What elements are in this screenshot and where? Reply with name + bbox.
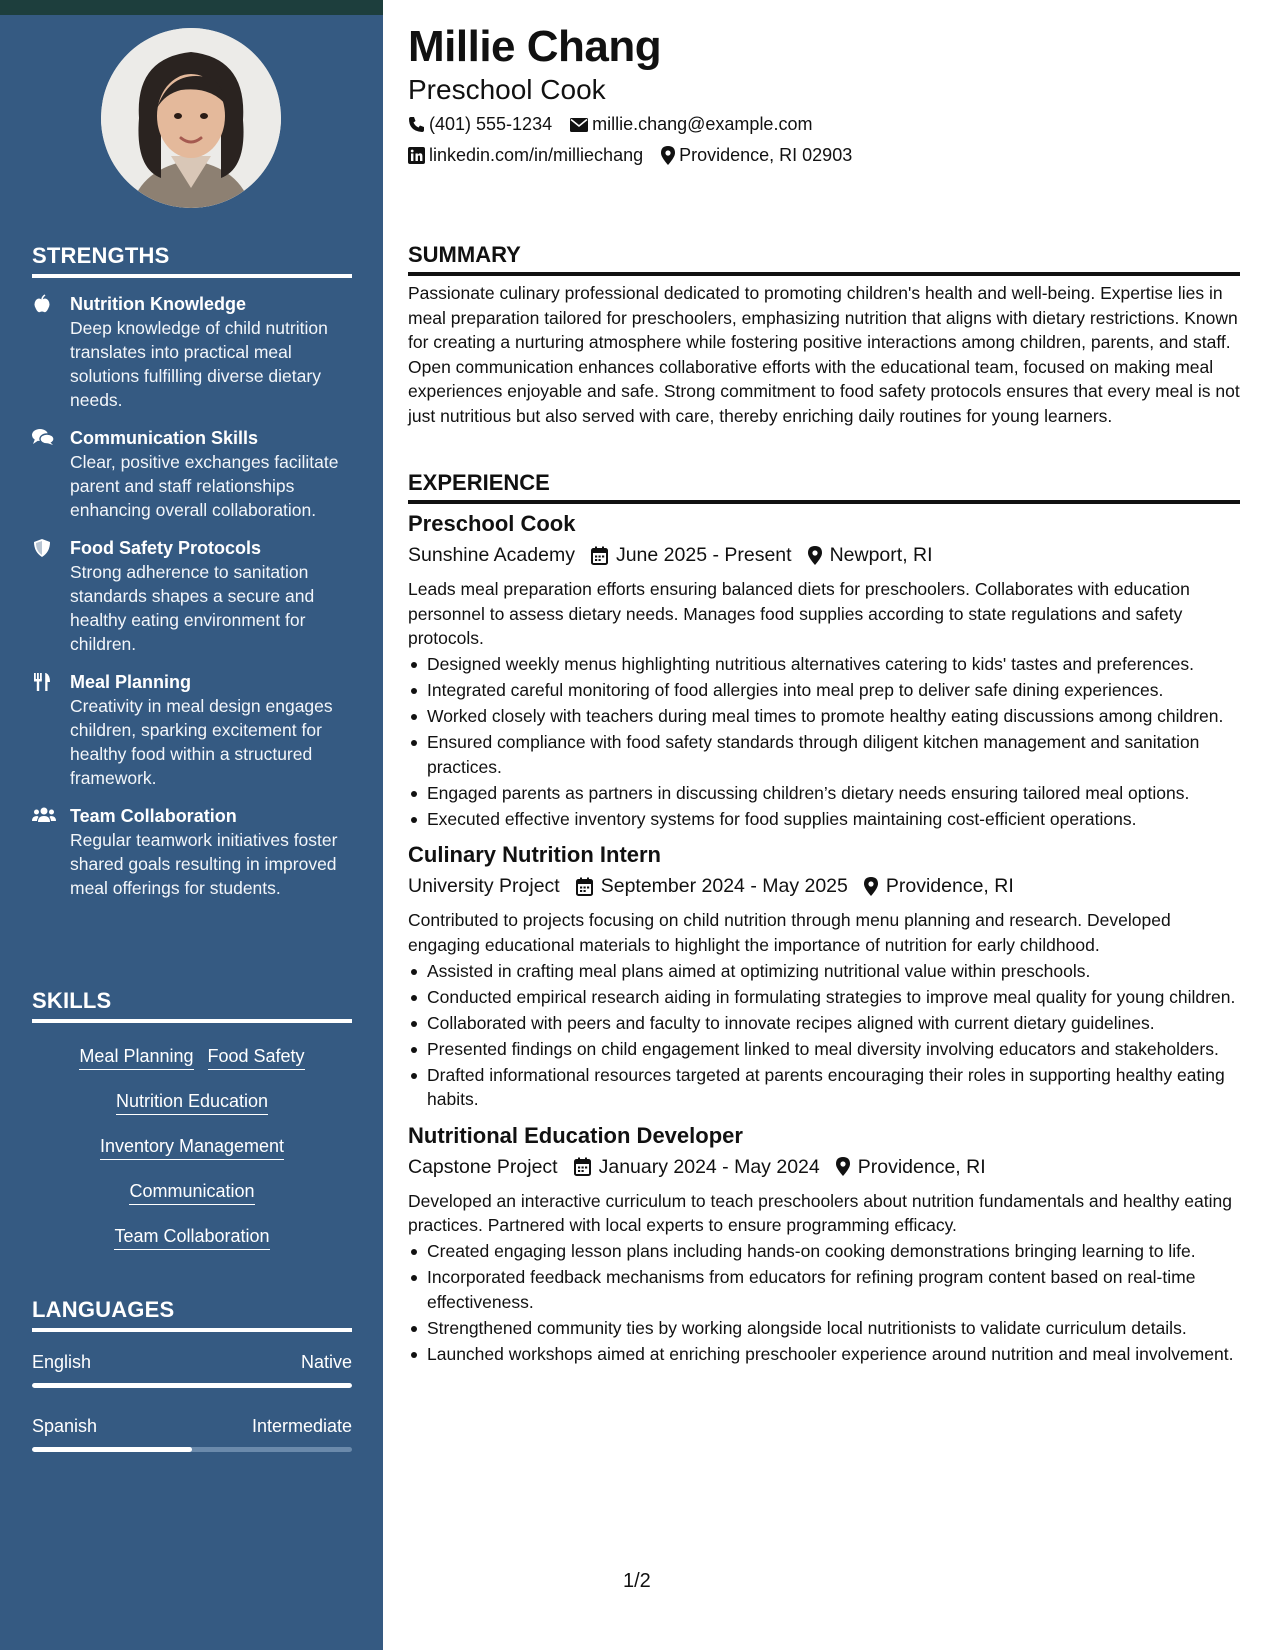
map-marker-icon [836, 1157, 850, 1176]
list-item: Created engaging lesson plans including hands-on cooking demonstrations bringing learning to life. [408, 1239, 1240, 1264]
job-meta [408, 873, 1240, 899]
strengths-section [32, 243, 352, 900]
strength-title: Food Safety Protocols [70, 538, 262, 558]
list-item: Assisted in crafting meal plans aimed at optimizing nutritional value within preschools. [408, 959, 1240, 984]
job-org: Capstone Project [408, 1155, 558, 1178]
calendar-icon [591, 546, 608, 565]
skill-tag: Meal Planning [79, 1044, 193, 1070]
language-proficiency-fill [32, 1447, 192, 1452]
users-icon [32, 806, 54, 826]
language-name: Spanish [32, 1416, 98, 1436]
list-item: Ensured compliance with food safety standards through diligent kitchen management and sanitation practices. [408, 730, 1240, 779]
strength-title: Nutrition Knowledge [70, 294, 246, 314]
map-marker-icon [808, 546, 822, 565]
list-item: Executed effective inventory systems for food supplies maintaining cost-efficient operations. [408, 807, 1240, 832]
location-contact [661, 145, 852, 166]
job-meta [408, 542, 1240, 568]
list-item: Incorporated feedback mechanisms from educators for refining program content based on real-time effectiveness. [408, 1265, 1240, 1314]
phone-contact[interactable] [408, 114, 552, 135]
job-entry [408, 841, 1240, 1112]
apple-icon [32, 294, 54, 314]
job-org: Sunshine Academy [408, 544, 575, 566]
calendar-icon [574, 1157, 591, 1176]
linkedin-contact[interactable] [408, 145, 643, 166]
list-item: Collaborated with peers and faculty to innovate recipes aligned with current dietary guidelines. [408, 1011, 1240, 1036]
language-level: Intermediate [251, 1416, 352, 1436]
job-entry [408, 1122, 1240, 1367]
language-level: Native [300, 1352, 352, 1372]
strength-title: Team Collaboration [70, 806, 237, 826]
utensils-icon [32, 672, 54, 692]
envelope-icon [570, 118, 588, 132]
job-description: Contributed to projects focusing on child nutrition through menu planning and research. Developed engaging educational materials to highlight the importance of nutrition for early childhood. [408, 910, 1171, 955]
phone-text: (401) 555-1234 [429, 114, 553, 134]
languages-heading: LANGUAGES [32, 1297, 352, 1332]
location-text: Providence, RI 02903 [679, 145, 853, 165]
comments-icon [32, 428, 54, 448]
list-item: Integrated careful monitoring of food allergies into meal prep to deliver safe dining experiences. [408, 678, 1240, 703]
skill-tag: Team Collaboration [114, 1224, 269, 1250]
job-description: Developed an interactive curriculum to teach preschoolers about nutrition fundamentals and healthy eating practices. Partnered with local experts to ensure programming efficacy. [408, 1190, 1232, 1235]
skills-heading: SKILLS [32, 988, 352, 1023]
shield-icon [32, 538, 54, 558]
contact-row [408, 145, 870, 166]
strength-title: Communication Skills [70, 428, 259, 448]
strength-item [32, 536, 352, 656]
skill-tag: Communication [129, 1179, 254, 1205]
strength-desc: Strong adherence to sanitation standards shapes a secure and healthy eating environment for children. [70, 562, 315, 654]
job-location: Providence, RI [885, 875, 1014, 897]
map-marker-icon [661, 146, 675, 165]
linkedin-icon [408, 147, 425, 164]
strength-item [32, 426, 352, 522]
job-title: Culinary Nutrition Intern [408, 842, 661, 867]
experience-heading: EXPERIENCE [408, 470, 1240, 504]
summary-heading: SUMMARY [408, 242, 1240, 276]
summary-text: Passionate culinary professional dedicated to promoting children's health and well-being. Expertise lies in meal preparation tailored for preschoolers, emphasizing nutrition that aligns with dietary restrictions. Known for creating a nurturing atmosphere while fostering positive interactions among children, parents, and staff. Open communication enhances collaborative efforts with the educational team, focused on making meal experiences enjoyable and safe. Strong commitment to food safety protocols ensures that every meal is not just nutritious but also served with care, thereby enriching daily routines for young learners. [408, 283, 1240, 426]
strength-desc: Clear, positive exchanges facilitate parent and staff relationships enhancing overall collaboration. [70, 452, 339, 520]
job-location: Providence, RI [857, 1155, 986, 1178]
strength-title: Meal Planning [70, 672, 192, 692]
job-bullets [408, 652, 1240, 831]
email-text: millie.chang@example.com [592, 114, 813, 134]
job-title: Nutritional Education Developer [408, 1122, 743, 1148]
job-dates: January 2024 - May 2024 [598, 1155, 820, 1178]
email-contact[interactable] [570, 114, 812, 135]
languages-section [32, 1297, 352, 1452]
strength-desc: Regular teamwork initiatives foster shared goals resulting in improved meal offerings for students. [70, 830, 338, 898]
language-name: English [32, 1352, 92, 1372]
map-marker-icon [864, 877, 878, 896]
job-dates: June 2025 - Present [615, 544, 792, 566]
strength-item [32, 804, 352, 900]
job-bullets [408, 959, 1240, 1112]
skill-tag: Inventory Management [100, 1134, 284, 1160]
skills-section [32, 988, 352, 1260]
list-item: Drafted informational resources targeted at parents encouraging their roles in supporting healthy eating habits. [408, 1063, 1240, 1112]
job-bullets [408, 1239, 1240, 1366]
job-org: University Project [408, 875, 560, 897]
sidebar-top-band [0, 0, 383, 15]
language-proficiency-fill [32, 1383, 352, 1388]
language-proficiency-bar [32, 1383, 352, 1388]
skills-list [32, 1023, 352, 1260]
list-item: Worked closely with teachers during meal times to promote healthy eating discussions among children. [408, 704, 1240, 729]
experience-list [408, 504, 1240, 1366]
list-item: Presented findings on child engagement linked to meal diversity involving educators and stakeholders. [408, 1037, 1240, 1062]
language-proficiency-bar [32, 1447, 352, 1452]
job-dates: September 2024 - May 2025 [600, 875, 848, 897]
job-entry [408, 510, 1240, 831]
strength-desc: Creativity in meal design engages children, sparking excitement for healthy food within a structured framework. [70, 696, 333, 788]
job-location: Newport, RI [829, 544, 933, 566]
strength-item [32, 292, 352, 412]
page-number: 1/2 [623, 1570, 651, 1592]
contact-row [408, 114, 830, 135]
list-item: Designed weekly menus highlighting nutritious alternatives catering to kids' tastes and preferences. [408, 652, 1240, 677]
calendar-icon [576, 877, 593, 896]
list-item: Conducted empirical research aiding in formulating strategies to improve meal quality for young children. [408, 985, 1240, 1010]
language-item [32, 1416, 352, 1452]
job-description: Leads meal preparation efforts ensuring balanced diets for preschoolers. Collaborates with education personnel to assess dietary needs. Manages food supplies according to state regulations and safety protocols. [408, 579, 1190, 648]
phone-icon [408, 116, 425, 133]
candidate-name: Millie Chang [408, 22, 662, 71]
linkedin-text: linkedin.com/in/milliechang [429, 145, 644, 165]
strengths-heading: STRENGTHS [32, 243, 352, 278]
strength-desc: Deep knowledge of child nutrition translates into practical meal solutions fulfilling diverse dietary needs. [70, 318, 328, 410]
list-item: Strengthened community ties by working alongside local nutritionists to validate curriculum details. [408, 1316, 1240, 1341]
list-item: Launched workshops aimed at enriching preschooler experience around nutrition and meal involvement. [408, 1342, 1240, 1367]
sidebar [0, 15, 383, 1650]
skill-tag: Nutrition Education [116, 1089, 268, 1115]
language-item [32, 1352, 352, 1388]
profile-photo [101, 28, 281, 208]
list-item: Engaged parents as partners in discussing children’s dietary needs ensuring tailored meal options. [408, 781, 1240, 806]
job-title: Preschool Cook [408, 511, 576, 536]
job-meta [408, 1154, 1240, 1180]
skill-tag: Food Safety [208, 1044, 305, 1070]
job-title-header: Preschool Cook [408, 74, 606, 105]
strength-item [32, 670, 352, 790]
